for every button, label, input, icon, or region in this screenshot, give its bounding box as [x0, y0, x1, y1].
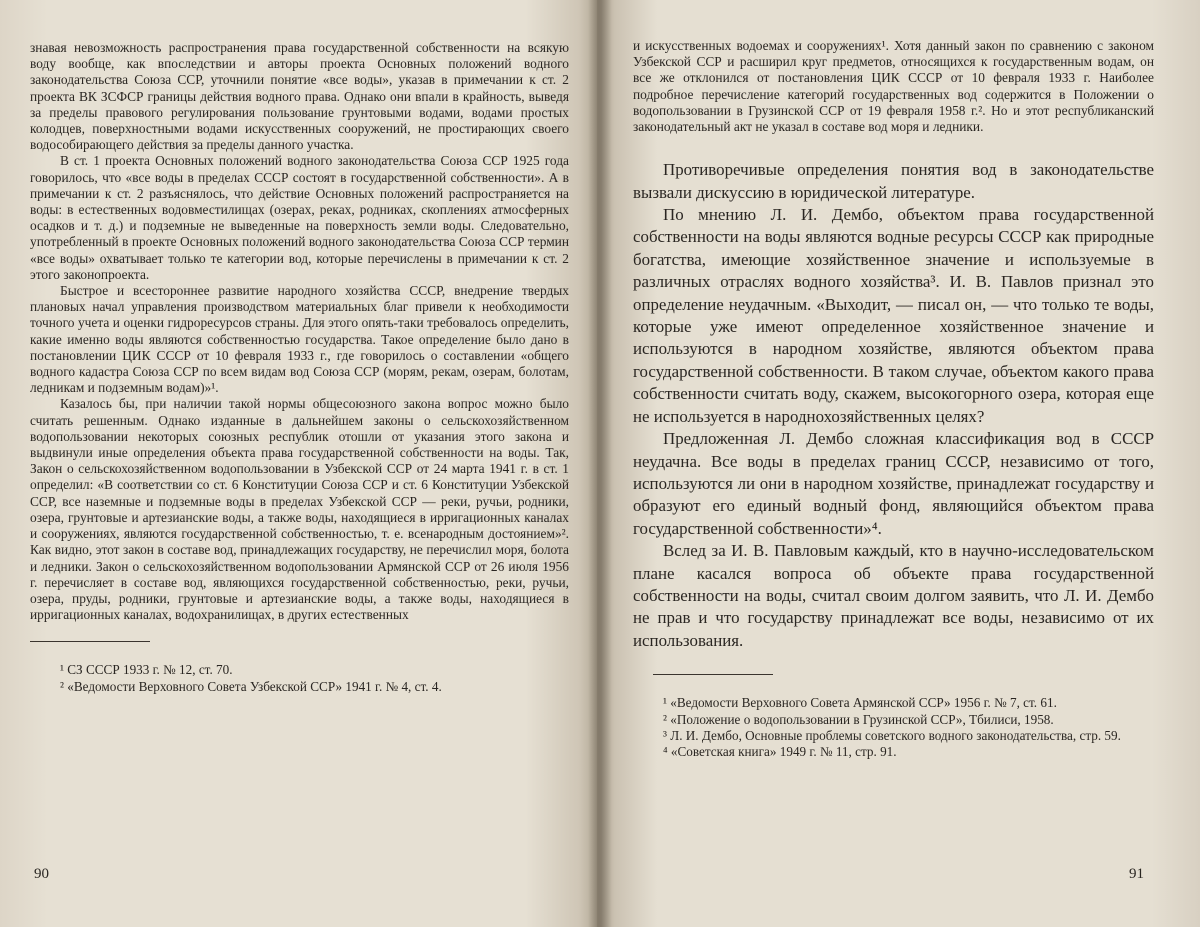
left-paragraph-2: В ст. 1 проекта Основных положений водного законодательства Союза ССР 1925 года говорилось, что «все воды в пределах СССР состоят в государственной собственности». А в примечании к ст. 2 разъяснялось, что действие Основных положений распространяется на воды: в естественных водовместилищах (озерах, реках, родниках, скоплениях атмосферных осадков и т. д.) и подземные не выведенные на поверхность земли воды. Следовательно, употребленный в проекте Основных положений водного законодательства Союза ССР термин «все воды» охватывает только те категории вод, которые перечислены в примечании к ст. 2 этого законопроекта.	[30, 153, 569, 282]
left-footnotes	[30, 662, 569, 695]
right-body-text	[633, 159, 1154, 652]
right-footnote-3: ³ Л. И. Дембо, Основные проблемы советского водного законодательства, стр. 59.	[663, 727, 1121, 743]
right-paragraph-3: Предложенная Л. Дембо сложная классификация вод в СССР неудачна. Все воды в пределах границ СССР, независимо от того, используются ли они в народном хозяйстве, принадлежат государству и образуют его единый водный фонд, являющийся объектом права государственной собственности»⁴.	[633, 429, 1154, 538]
right-paragraph-4: Вслед за И. В. Павловым каждый, кто в научно-исследовательском плане касался вопроса об объекте права государственной собственности на воды, считал своим долгом заявить, что Л. И. Дембо не прав и что государству принадлежат все воды, независимо от их использования.	[633, 541, 1154, 650]
right-footnote-4: ⁴ «Советская книга» 1949 г. № 11, стр. 91.	[663, 744, 897, 760]
left-footnote-1: ¹ СЗ СССР 1933 г. № 12, ст. 70.	[60, 662, 233, 678]
left-paragraph-3: Быстрое и всестороннее развитие народного хозяйства СССР, внедрение твердых плановых начал управления производством материальных благ привели к необходимости точного учета и оценки гидроресурсов страны. Для этого опять-таки требовалось определить, какие именно воды являются собственностью государства. Такое определение было дано в постановлении ЦИК СССР от 10 февраля 1933 г., где говорилось о составлении «общего водного кадастра Союза ССР по всем видам вод Союза ССР (морям, рекам, озерам, болотам, ледникам и подземным водам)»¹.	[30, 283, 569, 396]
right-paragraph-1: Противоречивые определения понятия вод в законодательстве вызвали дискуссию в юридической литературе.	[633, 160, 1154, 202]
right-page	[597, 0, 1200, 927]
left-paragraph-4: Казалось бы, при наличии такой нормы общесоюзного закона вопрос можно было считать решенным. Однако изданные в дальнейшем законы о сельскохозяйственном водопользовании некоторых союзных республик отошли от указания этого закона и выдвинули иные определения объекта права государственной собственности на воды. Так, Закон о сельскохозяйственном водопользовании в Узбекской ССР от 24 марта 1941 г. в ст. 1 определил: «В соответствии со ст. 6 Конституции Союза ССР и ст. 6 Конституции Узбекской ССР, все наземные и подземные воды в пределах Узбекской ССР — реки, ручьи, родники, озера, грунтовые и артезианские воды, а также воды, находящиеся в ирригационных каналах и сооружениях, являются государственной собственностью, т. е. всенародным достоянием»². Как видно, этот закон в составе вод, принадлежащих государству, не перечислил моря, болота и ледники. Закон о сельскохозяйственном водопользовании Армянской ССР от 26 июля 1956 г. перечисляет в составе вод, являющихся государственной собственностью, реки, ручьи, озера, пруды, родники, грунтовые и артезианские воды, а также воды, находящиеся в ирригационных каналах, водохранилищах, в других естественных	[30, 396, 569, 623]
left-body-text	[30, 40, 569, 623]
right-paragraph-2: По мнению Л. И. Дембо, объектом права государственной собственности на воды являются водные ресурсы СССР как природные богатства, имеющие хозяйственное значение и используемые в различных отраслях водного хозяйства³. И. В. Павлов признал это определение неудачным. «Выходит, — писал он, — что только те воды, которые уже имеют определенное хозяйственное значение и используются в народном хозяйстве, являются объектом права государственной собственности. В таком случае, объектом какого права собственности считать воду, скажем, высокогорного озера, которая еще не используется в народнохозяйственных целях?	[633, 205, 1154, 426]
right-footnote-1: ¹ «Ведомости Верховного Совета Армянской ССР» 1956 г. № 7, ст. 61.	[663, 695, 1057, 711]
left-paragraph-1: знавая невозможность распространения права государственной собственности на всякую воду вообще, как впоследствии и авторы проекта Основных положений водного законодательства Союза ССР, уточнили понятие «все воды», указав в примечании к ст. 2 проекта ВК ЗСФСР границы действия водного права. Однако они впали в крайность, выведя за пределы правового регулирования пользование грунтовыми водами, водами простых колодцев, поверхностными водами искусственных сооружений, не простирающих своего водособирающего действия за пределы данного участка.	[30, 40, 569, 153]
right-footnote-2: ² «Положение о водопользовании в Грузинской ССР», Тбилиси, 1958.	[663, 711, 1054, 727]
left-page	[0, 0, 597, 927]
right-page-number: 91	[1129, 866, 1144, 882]
left-page-number: 90	[34, 866, 49, 882]
left-footnote-2: ² «Ведомости Верховного Совета Узбекской ССР» 1941 г. № 4, ст. 4.	[60, 678, 442, 694]
right-footnote-rule	[653, 674, 773, 675]
right-footnotes	[633, 695, 1154, 761]
right-top-paragraph: и искусственных водоемах и сооружениях¹. Хотя данный закон по сравнению с законом Узбекской ССР и расширил круг предметов, относящихся к государственным водам, он все же отклонился от постановления ЦИК СССР от 10 февраля 1933 г. Наиболее подробное перечисление категорий государственных вод содержится в Положении о водопользовании в Грузинской ССР от 19 февраля 1958 г.². Но и этот республиканский законодательный акт не указал в составе вод моря и ледники.	[633, 38, 1154, 135]
left-footnote-rule	[30, 641, 150, 642]
right-top-text	[633, 38, 1154, 135]
